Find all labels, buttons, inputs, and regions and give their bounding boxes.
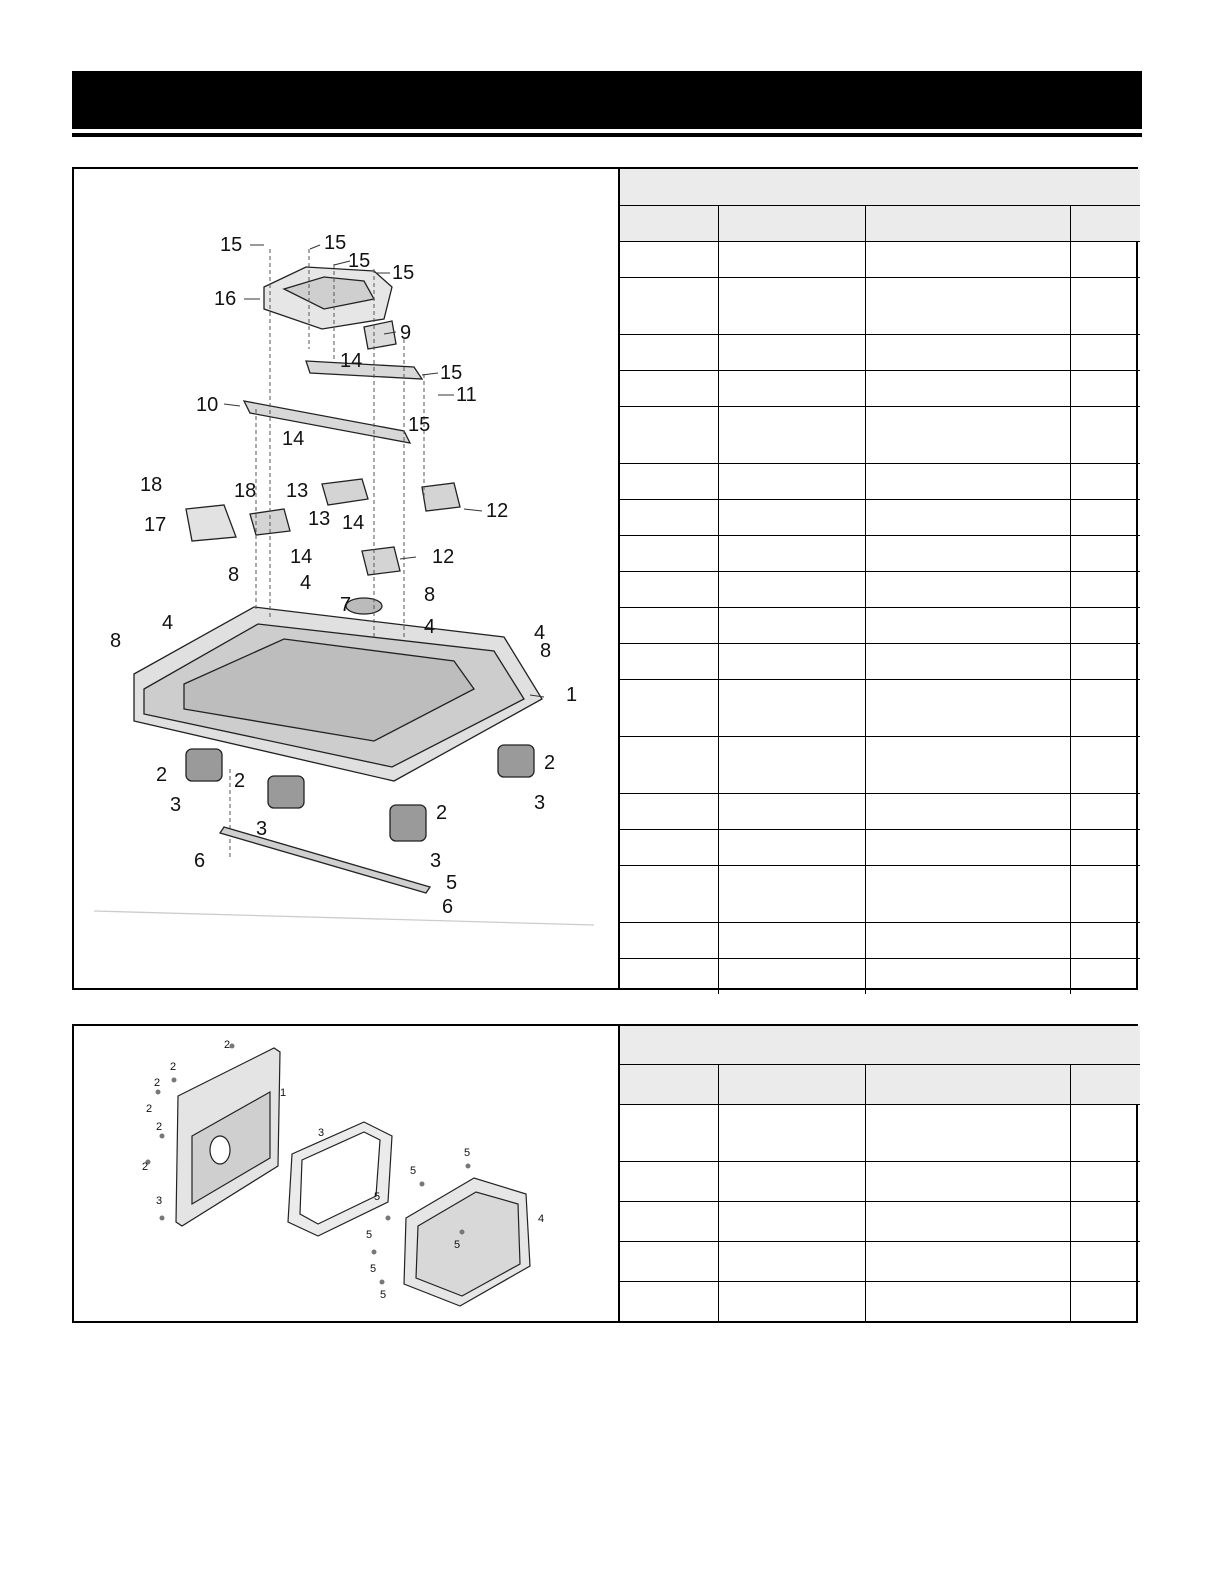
table-cell [718, 406, 865, 463]
table-row [620, 463, 1140, 499]
callout-number: 8 [110, 630, 122, 652]
callout-number: 5 [410, 1165, 417, 1177]
callout-number: 3 [170, 794, 182, 816]
callout-number: 3 [430, 850, 442, 872]
table-cell [718, 241, 865, 277]
table-cell [1070, 607, 1140, 643]
housing-diagram-svg [74, 1026, 618, 1321]
callout-number: 3 [318, 1127, 325, 1139]
callout-number: 7 [340, 594, 352, 616]
table-cell [1070, 1281, 1140, 1321]
table-cell [865, 829, 1070, 865]
col-header [1070, 1064, 1140, 1104]
callout-number: 3 [156, 1195, 163, 1207]
table-cell [1070, 736, 1140, 793]
table-row [620, 1161, 1140, 1201]
frame-parts-list [618, 169, 1136, 988]
table-cell [620, 334, 718, 370]
table-cell [1070, 643, 1140, 679]
callout-number: 5 [446, 872, 458, 894]
table-row [620, 829, 1140, 865]
parts-table-title [620, 1026, 1140, 1064]
table-row [620, 1281, 1140, 1321]
table-row [620, 958, 1140, 994]
table-row [620, 865, 1140, 922]
callout-number: 8 [540, 640, 552, 662]
col-header [620, 1064, 718, 1104]
table-cell [718, 829, 865, 865]
housing-parts-list [618, 1026, 1136, 1321]
table-row [620, 535, 1140, 571]
callout-number: 16 [214, 288, 237, 310]
col-header [1070, 205, 1140, 241]
table-cell [620, 958, 718, 994]
table-cell [620, 406, 718, 463]
callout-number: 6 [442, 896, 454, 918]
callout-number: 13 [308, 508, 331, 530]
table-cell [620, 793, 718, 829]
callout-number: 4 [424, 616, 436, 638]
frame-diagram-svg [74, 169, 618, 988]
callout-number: 14 [342, 512, 365, 534]
table-cell [1070, 1201, 1140, 1241]
table-cell [865, 958, 1070, 994]
callout-number: 4 [534, 622, 546, 644]
callout-number: 4 [538, 1213, 545, 1225]
callout-number: 10 [196, 394, 219, 416]
callout-number: 15 [392, 262, 415, 284]
table-cell [620, 922, 718, 958]
bracket-part [364, 321, 396, 349]
callout-number: 15 [440, 362, 463, 384]
table-cell [620, 1161, 718, 1201]
table-cell [865, 736, 1070, 793]
table-cell [1070, 277, 1140, 334]
callout-number: 5 [464, 1147, 471, 1159]
callout-number: 8 [424, 584, 436, 606]
table-cell [718, 1201, 865, 1241]
callout-number: 15 [348, 250, 371, 272]
long-bar-part [244, 401, 410, 443]
table-cell [865, 571, 1070, 607]
callout-number: 2 [142, 1161, 149, 1173]
callout-number: 4 [162, 612, 174, 634]
table-cell [865, 499, 1070, 535]
table-cell [718, 1104, 865, 1161]
table-row [620, 607, 1140, 643]
table-cell [865, 643, 1070, 679]
table-cell [1070, 370, 1140, 406]
table-cell [620, 829, 718, 865]
table-cell [620, 571, 718, 607]
table-cell [1070, 463, 1140, 499]
callout-number: 15 [324, 232, 347, 254]
table-row [620, 241, 1140, 277]
frame-parts-table [620, 169, 1140, 994]
table-cell [620, 679, 718, 736]
callout-number: 5 [380, 1289, 387, 1301]
table-cell [865, 607, 1070, 643]
table-cell [718, 643, 865, 679]
callout-number: 2 [154, 1077, 161, 1089]
callout-number: 2 [224, 1039, 231, 1051]
table-cell [718, 277, 865, 334]
table-row [620, 1104, 1140, 1161]
table-row [620, 334, 1140, 370]
table-cell [620, 1281, 718, 1321]
side-bracket-part [186, 505, 236, 541]
callout-number: 5 [370, 1263, 377, 1275]
callout-number: 18 [140, 474, 163, 496]
table-cell [620, 370, 718, 406]
callout-number: 14 [290, 546, 313, 568]
callout-number: 1 [280, 1087, 287, 1099]
table-cell [1070, 334, 1140, 370]
callout-number: 2 [146, 1103, 153, 1115]
callout-number: 13 [286, 480, 309, 502]
callout-number: 8 [228, 564, 240, 586]
table-cell [865, 241, 1070, 277]
table-row [620, 679, 1140, 736]
callout-number: 2 [234, 770, 246, 792]
table-cell [718, 463, 865, 499]
housing-exploded-diagram [74, 1026, 618, 1321]
table-cell [718, 793, 865, 829]
callout-number: 15 [408, 414, 431, 436]
col-header [718, 205, 865, 241]
table-cell [620, 1241, 718, 1281]
col-header [620, 205, 718, 241]
table-cell [865, 277, 1070, 334]
callout-number: 5 [454, 1239, 461, 1251]
table-cell [1070, 829, 1140, 865]
bar-part [306, 361, 422, 379]
col-header [865, 205, 1070, 241]
callout-number: 2 [156, 1121, 163, 1133]
table-cell [865, 334, 1070, 370]
table-cell [620, 643, 718, 679]
table-cell [865, 679, 1070, 736]
callout-number: 15 [220, 234, 243, 256]
table-cell [620, 277, 718, 334]
table-cell [1070, 499, 1140, 535]
table-row [620, 571, 1140, 607]
table-cell [865, 793, 1070, 829]
callout-number: 2 [156, 764, 168, 786]
table-cell [620, 865, 718, 922]
table-cell [865, 1161, 1070, 1201]
table-cell [1070, 1104, 1140, 1161]
table-cell [1070, 535, 1140, 571]
table-row [620, 1241, 1140, 1281]
callout-number: 14 [340, 350, 363, 372]
table-cell [620, 1201, 718, 1241]
table-cell [718, 571, 865, 607]
table-row [620, 370, 1140, 406]
table-cell [1070, 679, 1140, 736]
callout-number: 4 [300, 572, 312, 594]
table-cell [718, 535, 865, 571]
callout-number: 5 [374, 1191, 381, 1203]
table-cell [1070, 1161, 1140, 1201]
title-divider [72, 133, 1142, 137]
parts-table-title [620, 169, 1140, 205]
table-cell [1070, 958, 1140, 994]
cap-part [346, 598, 382, 614]
table-row [620, 499, 1140, 535]
table-cell [865, 406, 1070, 463]
table-row [620, 1201, 1140, 1241]
col-header [865, 1064, 1070, 1104]
table-cell [718, 1281, 865, 1321]
col-header [718, 1064, 865, 1104]
table-row [620, 793, 1140, 829]
table-cell [620, 241, 718, 277]
table-cell [1070, 865, 1140, 922]
table-cell [718, 1161, 865, 1201]
table-row [620, 406, 1140, 463]
table-cell [620, 736, 718, 793]
table-cell [1070, 241, 1140, 277]
callout-number: 11 [456, 384, 477, 406]
callout-number: 3 [256, 818, 268, 840]
table-cell [718, 736, 865, 793]
table-cell [1070, 406, 1140, 463]
table-cell [620, 463, 718, 499]
table-cell [1070, 1241, 1140, 1281]
table-cell [865, 1241, 1070, 1281]
table-cell [865, 535, 1070, 571]
callout-number: 1 [566, 684, 578, 706]
callout-number: 5 [366, 1229, 373, 1241]
table-cell [1070, 793, 1140, 829]
table-cell [718, 958, 865, 994]
callout-number: 2 [544, 752, 556, 774]
table-cell [718, 922, 865, 958]
housing-parts-table [620, 1026, 1140, 1321]
housing-assembly-section [72, 1024, 1138, 1323]
page-title-bar [72, 71, 1142, 129]
callout-number: 17 [144, 514, 167, 536]
callout-number: 18 [234, 480, 257, 502]
table-cell [620, 535, 718, 571]
callout-number: 6 [194, 850, 206, 872]
table-cell [865, 1201, 1070, 1241]
table-row [620, 736, 1140, 793]
table-cell [620, 499, 718, 535]
table-cell [865, 1104, 1070, 1161]
table-cell [718, 499, 865, 535]
callout-number: 2 [436, 802, 448, 824]
table-row [620, 922, 1140, 958]
frame-assembly-section [72, 167, 1138, 990]
callout-labels [110, 232, 577, 918]
table-cell [865, 463, 1070, 499]
table-cell [718, 1241, 865, 1281]
table-cell [718, 865, 865, 922]
table-cell [865, 865, 1070, 922]
table-cell [865, 1281, 1070, 1321]
callout-number: 3 [534, 792, 546, 814]
table-row [620, 643, 1140, 679]
frame-exploded-diagram [74, 169, 618, 988]
table-cell [718, 370, 865, 406]
table-cell [718, 607, 865, 643]
callout-number: 9 [400, 322, 412, 344]
table-cell [865, 922, 1070, 958]
table-row [620, 277, 1140, 334]
callout-number: 12 [486, 500, 509, 522]
table-cell [620, 1104, 718, 1161]
table-cell [1070, 571, 1140, 607]
table-cell [718, 679, 865, 736]
table-cell [865, 370, 1070, 406]
callout-number: 12 [432, 546, 455, 568]
table-cell [620, 607, 718, 643]
table-cell [1070, 922, 1140, 958]
table-cell [718, 334, 865, 370]
callout-number: 14 [282, 428, 305, 450]
callout-number: 2 [170, 1061, 177, 1073]
